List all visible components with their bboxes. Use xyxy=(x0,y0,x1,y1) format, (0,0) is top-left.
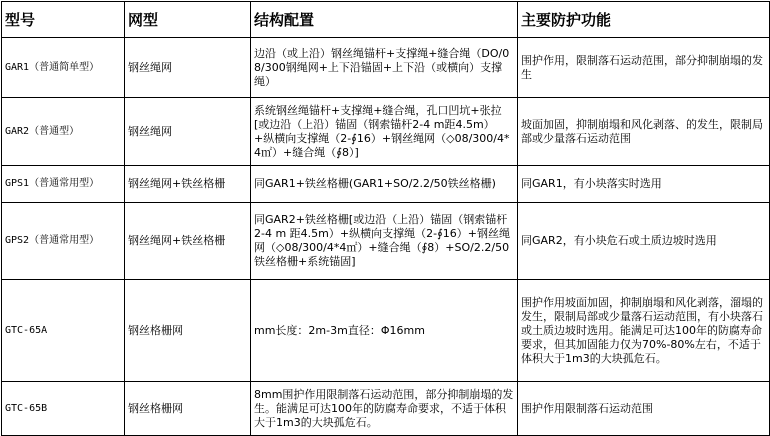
function-cell: 围护作用，限制落石运动范围，部分抑制崩塌的发生 xyxy=(518,38,770,98)
model-cell: GAR2（普通型） xyxy=(2,98,125,166)
function-cell: 坡面加固，抑制崩塌和风化剥落、的发生，限制局部或少量落石运动范围 xyxy=(518,98,770,166)
net-type-cell: 钢丝绳网+铁丝格栅 xyxy=(125,166,251,203)
function-cell: 同GAR2，有小块危石或土质边坡时选用 xyxy=(518,203,770,280)
function-cell: 围护作用限制落石运动范围 xyxy=(518,382,770,436)
model-cell: GTC-65A xyxy=(2,280,125,382)
table-row xyxy=(2,280,770,382)
structure-cell: 边沿（或上沿）钢丝绳锚杆+支撑绳+缝合绳（DO/08/300钢绳网+上下沿锚固+上下沿（或横向）支撑绳） xyxy=(251,38,518,98)
net-type-cell: 钢丝绳网 xyxy=(125,38,251,98)
header-function: 主要防护功能 xyxy=(518,2,770,38)
function-cell: 同GAR1，有小块落实时选用 xyxy=(518,166,770,203)
table-header xyxy=(2,2,770,38)
model-cell: GAR1（普通简单型） xyxy=(2,38,125,98)
structure-cell: 同GAR2+铁丝格栅[或边沿（上沿）锚固（钢索锚杆2-4 m 距4.5m）+纵横向支撑绳（2-∮16）+钢丝绳网（◇08/300/4*4㎡）+缝合绳（∮8）+SO/2.2/50铁丝格栅+系统锚固] xyxy=(251,203,518,280)
table-row xyxy=(2,382,770,436)
header-row xyxy=(2,2,770,38)
structure-cell: 系统钢丝绳锚杆+支撑绳+缝合绳，孔口凹坑+张拉[或边沿（上沿）锚固（钢索锚杆2-4 m距4.5m）+纵横向支撑绳（2-∮16）+钢丝绳网（◇08/300/4*4㎡）+缝合绳（∮8）] xyxy=(251,98,518,166)
net-type-cell: 钢丝格栅网 xyxy=(125,382,251,436)
model-cell: GTC-65B xyxy=(2,382,125,436)
structure-cell: 8mm围护作用限制落石运动范围，部分抑制崩塌的发生。能满足可达100年的防腐寿命要求，不适于体积大于1m3的大块孤危石。 xyxy=(251,382,518,436)
function-cell: 围护作用坡面加固，抑制崩塌和风化剥落，溜塌的发生，限制局部或少量落石运动范围，有小块落石或土质边坡时选用。能满足可达100年的防腐寿命要求，但其加固能力仅为70%-80%左右，不适于体积大于1m3的大块孤危石。 xyxy=(518,280,770,382)
header-model: 型号 xyxy=(2,2,125,38)
table-body xyxy=(2,38,770,436)
table-row xyxy=(2,166,770,203)
table-row xyxy=(2,98,770,166)
header-structure: 结构配置 xyxy=(251,2,518,38)
header-net-type: 网型 xyxy=(125,2,251,38)
structure-cell: mm长度：2m-3m直径：Φ16mm xyxy=(251,280,518,382)
table-row xyxy=(2,203,770,280)
table-row xyxy=(2,38,770,98)
net-type-cell: 钢丝绳网+铁丝格栅 xyxy=(125,203,251,280)
structure-cell: 同GAR1+铁丝格栅(GAR1+SO/2.2/50铁丝格栅) xyxy=(251,166,518,203)
model-cell: GPS1（普通常用型） xyxy=(2,166,125,203)
net-type-cell: 钢丝格栅网 xyxy=(125,280,251,382)
net-type-cell: 钢丝绳网 xyxy=(125,98,251,166)
model-cell: GPS2（普通常用型） xyxy=(2,203,125,280)
protection-net-spec-table xyxy=(1,1,770,436)
